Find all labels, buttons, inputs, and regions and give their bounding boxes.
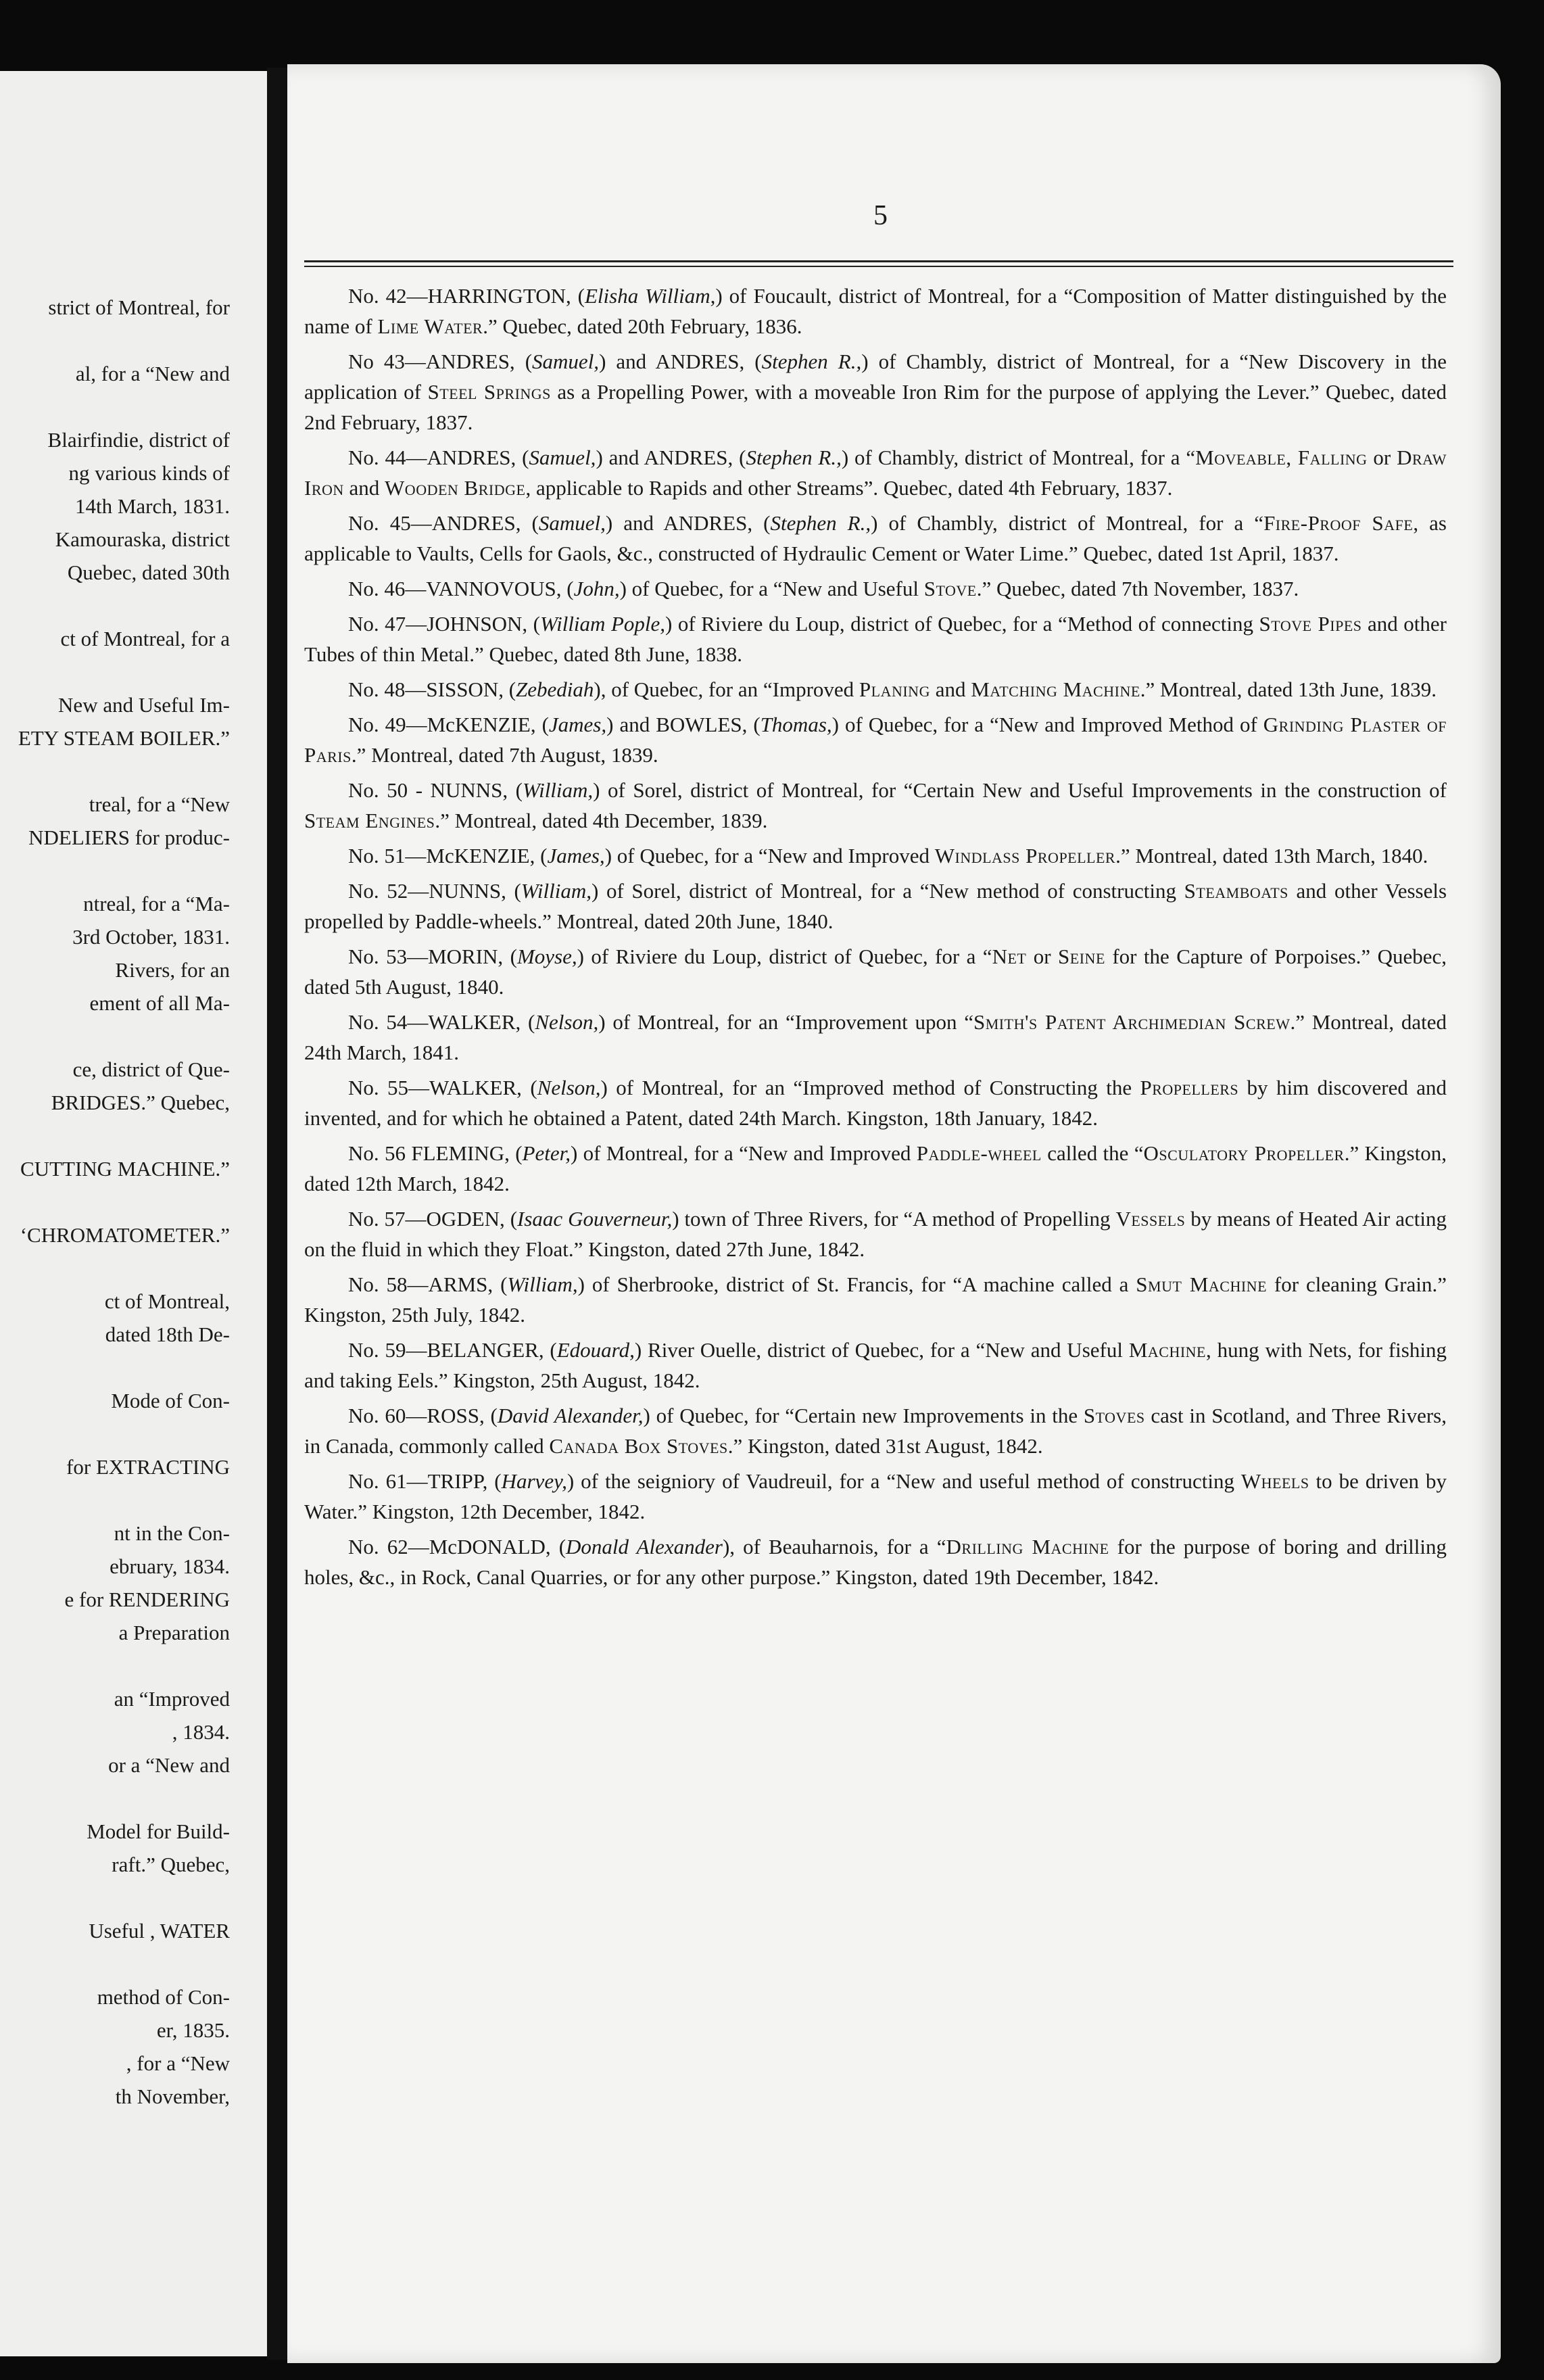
left-page-text xyxy=(0,291,257,2113)
entry-text: by him discovered and invented, and for which he obtained a Patent, dated 24th March. Kingston, 18th January, 1842. xyxy=(304,1076,1447,1130)
invention-term: Osculatory Propeller xyxy=(1143,1141,1345,1165)
entry-text: ) of Sherbrooke, district of St. Francis, for “A machine called a xyxy=(577,1272,1136,1296)
left-fragment-line: NDELIERS for produc- xyxy=(28,826,230,849)
patent-entry xyxy=(304,876,1447,936)
left-fragment-line: , for a “New xyxy=(126,2051,230,2075)
entry-text: .” Montreal, dated 13th June, 1839. xyxy=(1140,677,1437,701)
header-rule-thin xyxy=(304,266,1453,267)
patent-entry xyxy=(304,1138,1447,1199)
left-fragment-line: ement of all Ma- xyxy=(89,991,230,1015)
entry-text: No. 45—ANDRES, ( xyxy=(348,511,539,535)
entry-text: No. 61—TRIPP, ( xyxy=(348,1469,502,1493)
entry-text: , as applicable to Vaults, Cells for Gaols, &c., constructed of Hydraulic Cement or Water Lime.” Quebec, dated 1st April, 1837. xyxy=(304,511,1447,565)
invention-term: Draw Iron xyxy=(304,446,1447,500)
entry-text: No. 44—ANDRES, ( xyxy=(348,446,529,469)
left-fragment-line xyxy=(0,390,257,423)
inventor-name: William, xyxy=(522,778,594,802)
left-fragment-line xyxy=(0,655,257,688)
entry-text: called the “ xyxy=(1041,1141,1144,1165)
entry-text: ) of Chambly, district of Montreal, for a “New Discovery in the application of xyxy=(304,350,1447,404)
patent-entry xyxy=(304,674,1447,705)
left-page-fragment xyxy=(0,71,267,2356)
left-fragment-line: treal, for a “New xyxy=(89,792,230,816)
entry-text: or xyxy=(1026,945,1059,968)
entry-text: and other Tubes of thin Metal.” Quebec, dated 8th June, 1838. xyxy=(304,612,1447,666)
left-fragment-line: dated 18th De- xyxy=(105,1323,230,1346)
left-fragment-line: CUTTING MACHINE.” xyxy=(20,1157,230,1181)
inventor-name: Edouard, xyxy=(556,1338,635,1362)
left-fragment-line: ng various kinds of xyxy=(68,461,230,485)
entry-text: ), of Beauharnois, for a “ xyxy=(722,1535,946,1558)
entry-text: , applicable to Rapids and other Streams”. Quebec, dated 4th February, 1837. xyxy=(525,476,1173,500)
invention-term: Wheels xyxy=(1240,1469,1309,1493)
left-fragment-line: er, 1835. xyxy=(156,2018,230,2042)
invention-term: Canada Box Stoves xyxy=(549,1434,728,1458)
invention-term: Steel Springs xyxy=(427,380,551,404)
invention-term: Stoves xyxy=(1083,1404,1145,1427)
book-gutter xyxy=(267,68,287,2360)
right-page xyxy=(287,64,1501,2363)
entry-text: .” Quebec, dated 20th February, 1836. xyxy=(483,314,802,338)
patent-entry xyxy=(304,1466,1447,1527)
left-fragment-line: Quebec, dated 30th xyxy=(67,561,230,584)
entry-text: for the purpose of boring and drilling holes, &c., in Rock, Canal Quarries, or for any other purpose.” Kingston, dated 19th December, 1842. xyxy=(304,1535,1447,1589)
invention-term: Lime Water xyxy=(377,314,483,338)
inventor-name: James, xyxy=(547,844,605,867)
invention-term: Machine xyxy=(1128,1338,1206,1362)
left-fragment-line: , 1834. xyxy=(172,1720,230,1744)
entry-text: .” Montreal, dated 13th March, 1840. xyxy=(1115,844,1428,867)
invention-term: Windlass Propeller xyxy=(934,844,1116,867)
entry-text: No. 47—JOHNSON, ( xyxy=(348,612,540,636)
entry-text: ) of Sorel, district of Montreal, for “Certain New and Useful Improvements in the construction of xyxy=(593,778,1447,802)
invention-term: Moveable, Falling xyxy=(1195,446,1368,469)
entry-text: No. 50 - NUNNS, ( xyxy=(348,778,523,802)
left-fragment-line: th November, xyxy=(115,2085,230,2108)
left-fragment-line: ntreal, for a “Ma- xyxy=(83,892,230,915)
inventor-name: David Alexander, xyxy=(497,1404,644,1427)
invention-term: Matching Machine xyxy=(971,677,1140,701)
inventor-name: Nelson, xyxy=(535,1010,599,1034)
left-fragment-line: nt in the Con- xyxy=(114,1521,230,1545)
entry-text: No. 51—McKENZIE, ( xyxy=(348,844,548,867)
entry-text: ) and ANDRES, ( xyxy=(599,350,762,373)
left-fragment-line: raft.” Quebec, xyxy=(112,1853,230,1876)
invention-term: Steam Engines xyxy=(304,809,435,832)
entry-text: cast in Scotland, and Three Rivers, in Canada, commonly called xyxy=(304,1404,1447,1458)
left-fragment-line xyxy=(0,755,257,788)
patent-entry xyxy=(304,1531,1447,1592)
entry-text: as a Propelling Power, with a moveable Iron Rim for the purpose of applying the Lever.” Quebec, dated 2nd February, 1837. xyxy=(304,380,1447,434)
entry-text: .” Quebec, dated 7th November, 1837. xyxy=(976,577,1299,600)
header-rule xyxy=(304,260,1453,262)
entry-text: ) of Chambly, district of Montreal, for a “ xyxy=(841,446,1196,469)
inventor-name: Stephen R., xyxy=(770,511,871,535)
entry-text: No. 53—MORIN, ( xyxy=(348,945,517,968)
left-fragment-line: Rivers, for an xyxy=(115,958,230,982)
inventor-name: Isaac Gouverneur, xyxy=(517,1207,673,1231)
left-fragment-line xyxy=(0,1185,257,1218)
left-fragment-line: method of Con- xyxy=(97,1985,230,2009)
entry-text: ) of Sorel, district of Montreal, for a “New method of constructing xyxy=(592,879,1184,903)
left-fragment-line: Blairfindie, district of xyxy=(47,428,230,452)
left-fragment-line: ‘CHROMATOMETER.” xyxy=(20,1223,230,1247)
inventor-name: William, xyxy=(521,879,592,903)
entry-text: for cleaning Grain.” Kingston, 25th July, 1842. xyxy=(304,1272,1447,1327)
left-fragment-line xyxy=(0,1020,257,1053)
invention-term: Smith's Patent Archimedian Screw xyxy=(973,1010,1290,1034)
invention-term: Wooden Bridge xyxy=(385,476,526,500)
invention-term: Paddle-wheel xyxy=(916,1141,1042,1165)
entry-text: ) and ANDRES, ( xyxy=(596,446,746,469)
entry-text: or xyxy=(1367,446,1397,469)
entry-text: ) of Quebec, for “Certain new Improvements in the xyxy=(643,1404,1084,1427)
inventor-name: Stephen R., xyxy=(746,446,842,469)
entry-text: .” Montreal, dated 24th March, 1841. xyxy=(304,1010,1447,1064)
entry-text: No. 46—VANNOVOUS, ( xyxy=(348,577,574,600)
entry-text: ) River Ouelle, district of Quebec, for a “New and Useful xyxy=(634,1338,1129,1362)
left-fragment-line: strict of Montreal, for xyxy=(48,295,230,319)
left-fragment-line: Mode of Con- xyxy=(111,1389,230,1412)
entry-text: ) of Foucault, district of Montreal, for a “Composition of Matter distinguished by the name of xyxy=(304,284,1447,338)
left-fragment-line: for EXTRACTING xyxy=(66,1455,230,1479)
entry-text: ) of Quebec, for a “New and Improved xyxy=(604,844,935,867)
entry-text: by means of Heated Air acting on the fluid in which they Float.” Kingston, dated 27th June, 1842. xyxy=(304,1207,1447,1261)
entry-text: ) of Montreal, for an “Improvement upon “ xyxy=(598,1010,973,1034)
left-fragment-line xyxy=(0,1483,257,1517)
entry-text: ) of the seigniory of Vaudreuil, for a “New and useful method of constructing xyxy=(566,1469,1241,1493)
entry-text: No 43—ANDRES, ( xyxy=(348,350,533,373)
inventor-name: Harvey, xyxy=(501,1469,567,1493)
left-fragment-line: Useful , WATER xyxy=(89,1919,230,1943)
entry-text: ) town of Three Rivers, for “A method of Propelling xyxy=(672,1207,1116,1231)
entry-text: , hung with Nets, for fishing and taking Eels.” Kingston, 25th August, 1842. xyxy=(304,1338,1447,1392)
entry-text: ) of Quebec, for a “New and Useful xyxy=(619,577,924,600)
left-fragment-line xyxy=(0,324,257,357)
inventor-name: William Pople, xyxy=(539,612,666,636)
inventor-name: James, xyxy=(548,713,607,736)
patent-entry xyxy=(304,941,1447,1002)
patent-entry xyxy=(304,775,1447,836)
entry-text: to be driven by Water.” Kingston, 12th December, 1842. xyxy=(304,1469,1447,1523)
entry-text: for the Capture of Porpoises.” Quebec, dated 5th August, 1840. xyxy=(304,945,1447,999)
entry-text: and other Vessels propelled by Paddle-wheels.” Montreal, dated 20th June, 1840. xyxy=(304,879,1447,933)
entry-text: No. 60—ROSS, ( xyxy=(348,1404,498,1427)
left-fragment-line: ce, district of Que- xyxy=(72,1057,230,1081)
left-fragment-line xyxy=(0,1947,257,1980)
entry-text: No. 49—McKENZIE, ( xyxy=(348,713,549,736)
invention-term: Smut Machine xyxy=(1136,1272,1268,1296)
inventor-name: Samuel, xyxy=(532,350,600,373)
left-fragment-line: BRIDGES.” Quebec, xyxy=(51,1091,230,1114)
invention-term: Vessels xyxy=(1115,1207,1186,1231)
inventor-name: Nelson, xyxy=(537,1076,601,1099)
patent-entry xyxy=(304,442,1447,503)
entry-text: No. 58—ARMS, ( xyxy=(348,1272,508,1296)
left-fragment-line: or a “New and xyxy=(108,1753,230,1777)
left-fragment-line: 14th March, 1831. xyxy=(74,494,230,518)
entry-text: No. 42—HARRINGTON, ( xyxy=(348,284,585,308)
left-fragment-line: e for RENDERING xyxy=(64,1588,230,1611)
entry-text: No. 48—SISSON, ( xyxy=(348,677,516,701)
invention-term: Propellers xyxy=(1140,1076,1239,1099)
invention-term: Stove xyxy=(923,577,977,600)
patent-entries xyxy=(304,281,1447,1597)
entry-text: ) of Riviere du Loup, district of Quebec, for a “Method of connecting xyxy=(665,612,1259,636)
entry-text: .” Kingston, dated 12th March, 1842. xyxy=(304,1141,1447,1195)
inventor-name: Moyse, xyxy=(516,945,577,968)
entry-text: No. 52—NUNNS, ( xyxy=(348,879,521,903)
entry-text: ), of Quebec, for an “Improved xyxy=(594,677,859,701)
entry-text: .” Kingston, dated 31st August, 1842. xyxy=(727,1434,1043,1458)
patent-entry xyxy=(304,508,1447,569)
patent-entry xyxy=(304,281,1447,341)
invention-term: Seine xyxy=(1058,945,1105,968)
left-fragment-line: a Preparation xyxy=(118,1621,230,1644)
patent-entry xyxy=(304,1400,1447,1461)
entry-text: No. 54—WALKER, ( xyxy=(348,1010,535,1034)
patent-entry xyxy=(304,1204,1447,1264)
inventor-name: Elisha William, xyxy=(585,284,716,308)
entry-text: .” Montreal, dated 4th December, 1839. xyxy=(435,809,768,832)
entry-text: ) and BOWLES, ( xyxy=(606,713,761,736)
invention-term: Steamboats xyxy=(1184,879,1288,903)
inventor-name: Peter, xyxy=(522,1141,571,1165)
inventor-name: Samuel, xyxy=(529,446,596,469)
left-fragment-line xyxy=(0,1782,257,1815)
entry-text: No. 59—BELANGER, ( xyxy=(348,1338,557,1362)
patent-entry xyxy=(304,709,1447,770)
left-fragment-line: New and Useful Im- xyxy=(58,693,230,717)
patent-entry xyxy=(304,346,1447,437)
entry-text: ) of Chambly, district of Montreal, for a “ xyxy=(871,511,1264,535)
left-fragment-line xyxy=(0,1649,257,1682)
left-fragment-line xyxy=(0,1252,257,1285)
left-fragment-line xyxy=(0,1351,257,1384)
entry-text: No. 62—McDONALD, ( xyxy=(348,1535,566,1558)
left-fragment-line xyxy=(0,1417,257,1450)
left-fragment-line xyxy=(0,1881,257,1914)
page-number: 5 xyxy=(873,200,888,231)
left-fragment-line xyxy=(0,1119,257,1152)
left-fragment-line xyxy=(0,589,257,622)
patent-entry xyxy=(304,1269,1447,1330)
entry-text: No. 55—WALKER, ( xyxy=(348,1076,537,1099)
entry-text: No. 57—OGDEN, ( xyxy=(348,1207,518,1231)
entry-text: ) of Montreal, for an “Improved method of Constructing the xyxy=(600,1076,1140,1099)
inventor-name: Thomas, xyxy=(760,713,832,736)
left-fragment-line: ct of Montreal, xyxy=(104,1289,230,1313)
entry-text: and xyxy=(343,476,385,500)
invention-term: Net xyxy=(992,945,1027,968)
invention-term: Planing xyxy=(859,677,930,701)
entry-text: ) of Montreal, for a “New and Improved xyxy=(570,1141,917,1165)
left-fragment-line: an “Improved xyxy=(114,1687,230,1711)
entry-text: ) of Riviere du Loup, district of Quebec, for a “ xyxy=(577,945,992,968)
left-fragment-line xyxy=(0,854,257,887)
left-fragment-line: Model for Build- xyxy=(87,1819,230,1843)
inventor-name: Stephen R., xyxy=(761,350,862,373)
entry-text: .” Montreal, dated 7th August, 1839. xyxy=(351,743,658,767)
invention-term: Drilling Machine xyxy=(946,1535,1109,1558)
entry-text: No. 56 FLEMING, ( xyxy=(348,1141,523,1165)
patent-entry xyxy=(304,1072,1447,1133)
left-fragment-line: al, for a “New and xyxy=(75,362,230,385)
left-fragment-line: 3rd October, 1831. xyxy=(72,925,230,949)
left-fragment-line: ct of Montreal, for a xyxy=(60,627,230,650)
inventor-name: Zebediah xyxy=(516,677,594,701)
invention-term: Grinding Plaster of Paris xyxy=(304,713,1447,767)
patent-entry xyxy=(304,1007,1447,1068)
patent-entry xyxy=(304,573,1447,604)
invention-term: Fire-Proof Safe xyxy=(1263,511,1414,535)
entry-text: ) of Quebec, for a “New and Improved Method of xyxy=(831,713,1263,736)
entry-text: ) and ANDRES, ( xyxy=(605,511,771,535)
patent-entry xyxy=(304,840,1447,871)
entry-text: and xyxy=(930,677,971,701)
invention-term: Stove Pipes xyxy=(1259,612,1362,636)
left-fragment-line: Kamouraska, district xyxy=(55,527,230,551)
left-fragment-line: ETY STEAM BOILER.” xyxy=(18,726,230,750)
inventor-name: Samuel, xyxy=(538,511,606,535)
inventor-name: John, xyxy=(573,577,620,600)
patent-entry xyxy=(304,1335,1447,1396)
inventor-name: Donald Alexander xyxy=(566,1535,723,1558)
patent-entry xyxy=(304,609,1447,669)
inventor-name: William, xyxy=(507,1272,578,1296)
left-fragment-line: ebruary, 1834. xyxy=(110,1554,230,1578)
